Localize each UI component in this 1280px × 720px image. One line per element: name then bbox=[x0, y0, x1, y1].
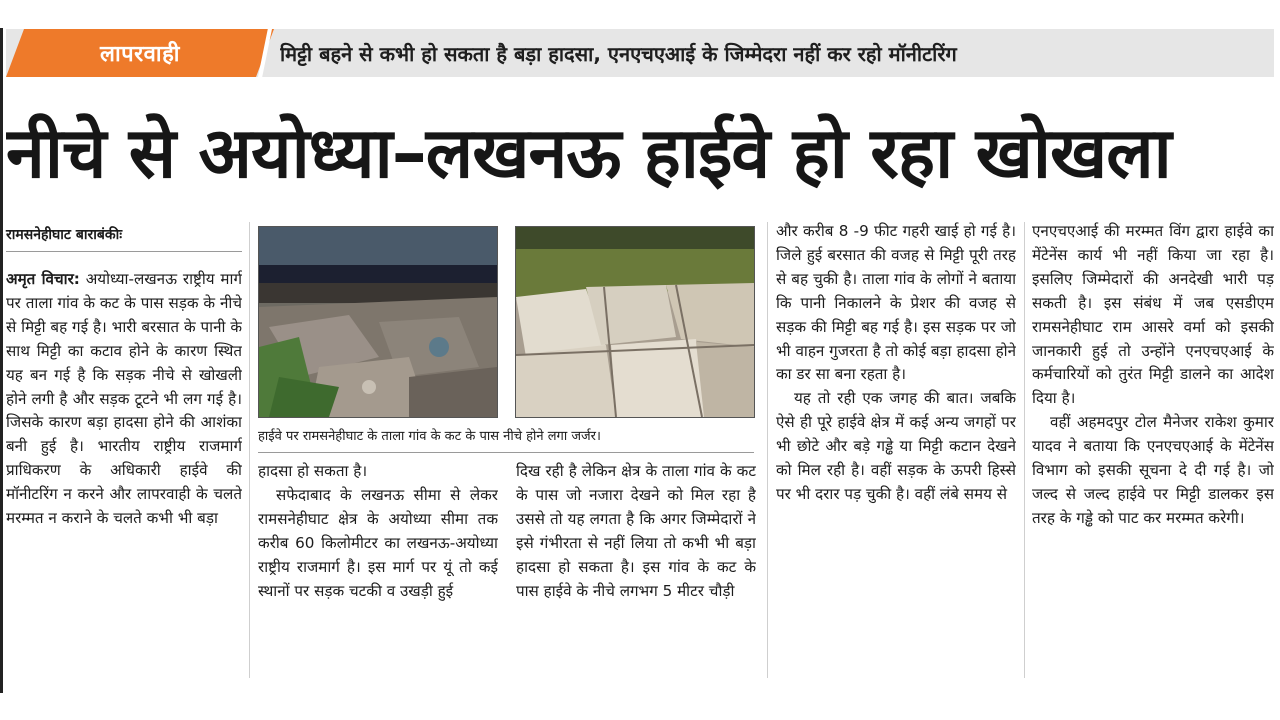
road-damage-photo-left bbox=[258, 226, 498, 418]
byline-lead: अमृत विचार: bbox=[6, 270, 80, 288]
column-3-para-1: दिख रही है लेकिन क्षेत्र के ताला गांव के कट के पास जो नजारा देखने को मिल रहा है उससे तो यह लगता है कि अगर जिम्मेदारों ने इसे गंभीरता से नहीं लिया तो कभी भी बड़ा हादसा हो सकता है। इस गांव के कट के पास हाईवे के नीचे लगभग 5 मीटर चौड़ी bbox=[516, 462, 756, 600]
column-5-para-2: वहीं अहमदपुर टोल मैनेजर राकेश कुमार यादव ने बताया कि एनएचएआई के मेंटेनेंस विभाग को इसकी सूचना दे दी गई है। जो जल्द से जल्द हाईवे पर मिट्टी डालकर इस तरह के गड्ढे को पाट कर मरम्मत करेगी। bbox=[1032, 413, 1274, 527]
photo-caption: हाईवे पर रामसनेहीघाट के ताला गांव के कट के पास नीचे होने लगा जर्जर। bbox=[258, 429, 601, 444]
dateline: रामसनेहीघाट बाराबंकीः bbox=[6, 227, 123, 243]
column-2-para-1: हादसा हो सकता है। bbox=[258, 462, 368, 480]
main-headline: नीचे से अयोध्या–लखनऊ हाईवे हो रहा खोखला bbox=[6, 112, 1171, 194]
column-4-para-2: यह तो रही एक जगह की बात। जबकि ऐसे ही पूरे हाईवे क्षेत्र में कई अन्य जगहों पर भी छोटे और बड़े गड्ढे या मिट्टी कटान देखने को मिल रही है। वहीं सड़क के ऊपरी हिस्से पर भी दरार पड़ चुकी है। वहीं लंबे समय से bbox=[776, 389, 1016, 503]
article-column-3 bbox=[516, 460, 756, 678]
column-divider bbox=[1024, 222, 1025, 678]
road-damage-photo-right bbox=[515, 226, 755, 418]
article-column-1 bbox=[6, 268, 242, 678]
dateline-rule bbox=[6, 251, 242, 252]
left-margin-rule bbox=[0, 28, 3, 693]
column-2-para-2: सफेदाबाद के लखनऊ सीमा से लेकर रामसनेहीघाट क्षेत्र के अयोध्या सीमा तक करीब 60 किलोमीटर का लखनऊ-अयोध्या राष्ट्रीय राजमार्ग है। इस मार्ग पर यूं तो कई स्थानों पर सड़क चटकी व उखड़ी हुई bbox=[258, 485, 498, 600]
column-1-text: अयोध्या-लखनऊ राष्ट्रीय मार्ग पर ताला गांव के कट के पास सड़क के नीचे से मिट्टी बह गई है। भारी बरसात के पानी के साथ मिट्टी का कटाव होने के कारण स्थित यह बन गई है कि सड़क नीचे से खोखली होने लगी है और सड़क टूटने भी लग गई है। जिसके कारण बड़ा हादसा होने की आशंका बनी हुई है। भारतीय राष्ट्रीय राजमार्ग प्राधिकरण के अधिकारी हाईवे की मॉनीटरिंग न करने और लापरवाही के चलते मरम्मत न कराने के चलते कभी भी बड़ा bbox=[6, 270, 242, 528]
column-5-para-1: एनएचएआई की मरम्मत विंग द्वारा हाईवे का मेंटेनेंस कार्य भी नहीं किया जा रहा है। इसलिए जिम्मेदारों की अनदेखी भारी पड़ सकती है। इस संबंध में जब एसडीएम रामसनेहीघाट राम आसरे वर्मा को इसकी जानकारी हुई तो उन्होंने एनएचएआई के कर्मचारियों को तुरंत मिट्टी डालने का आदेश दिया है। bbox=[1032, 222, 1274, 408]
column-divider bbox=[249, 222, 250, 678]
column-4-para-1: और करीब 8 -9 फीट गहरी खाई हो गई है। जिले हुई बरसात की वजह से मिट्टी पूरी तरह से बह चुकी है। ताला गांव के लोगों ने बताया कि पानी निकालने के प्रेशर की वजह से सड़क की मिट्टी बह गई है। इस सड़क पर जो भी वाहन गुजरता है तो कोई बड़ा हादसा होने का डर सा बना रहता है। bbox=[776, 222, 1016, 384]
caption-rule bbox=[258, 452, 754, 453]
article-column-5 bbox=[1032, 220, 1274, 678]
column-divider bbox=[767, 222, 768, 678]
strip-headline: मिट्टी बहने से कभी हो सकता है बड़ा हादसा, एनएचएआई के जिम्मेदरा नहीं कर रहो मॉनीटरिंग bbox=[280, 41, 957, 66]
category-tag: लापरवाही bbox=[100, 42, 180, 67]
article-column-4 bbox=[776, 220, 1016, 678]
article-column-2 bbox=[258, 460, 498, 678]
